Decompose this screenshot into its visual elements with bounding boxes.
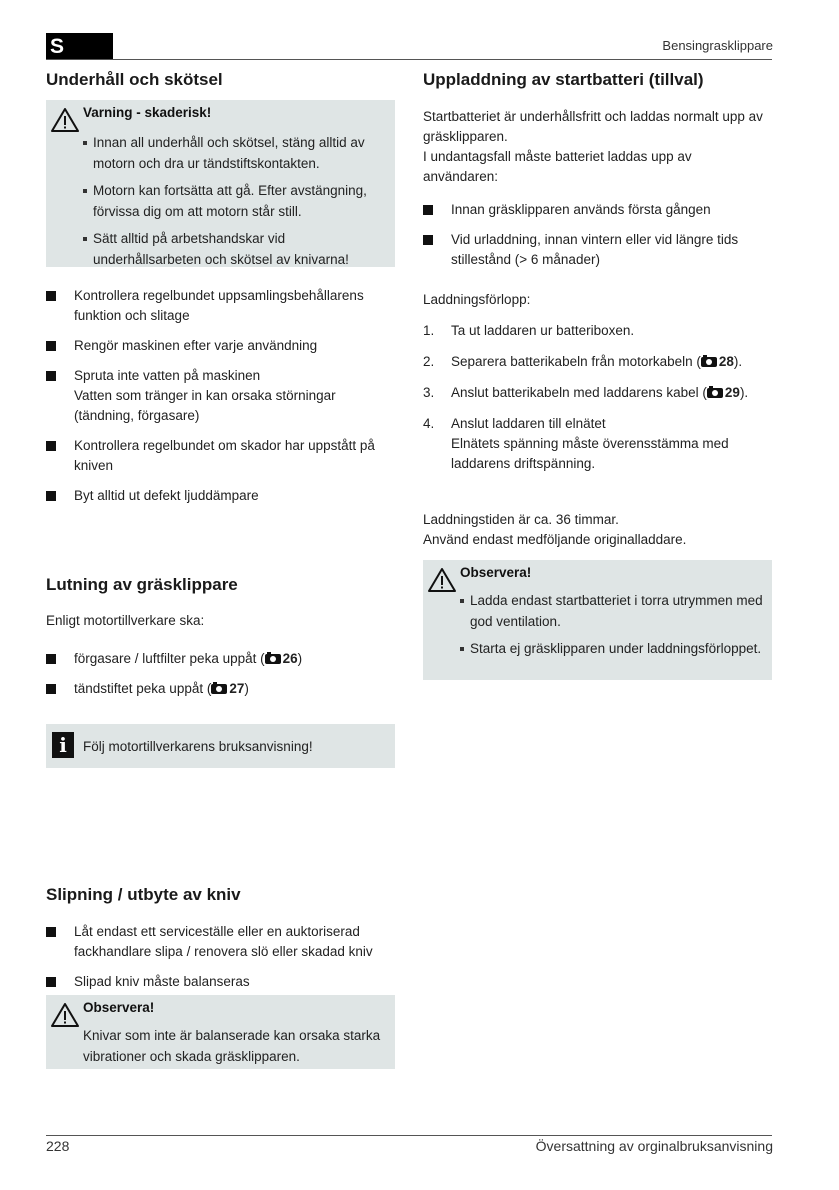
bullet-icon (83, 141, 87, 145)
slope-intro: Enligt motortillverkare ska: (46, 613, 205, 628)
slope-list (46, 649, 391, 709)
info-box (46, 724, 395, 768)
camera-icon (701, 357, 717, 367)
figure-ref[interactable]: 28 (701, 354, 734, 369)
list-item: Spruta inte vatten på maskinen Vatten som tränger in kan orsaka störningar (tändning, förgasare) (46, 366, 391, 426)
warning-box (46, 100, 395, 267)
square-bullet-icon (46, 491, 56, 501)
square-bullet-icon (46, 654, 56, 664)
figure-ref[interactable]: 27 (211, 681, 244, 696)
heading-slope: Lutning av gräsklippare (46, 575, 238, 594)
camera-icon (707, 388, 723, 398)
list-item: Byt alltid ut defekt ljuddämpare (46, 486, 391, 506)
notice-box-sharpening (46, 995, 395, 1069)
square-bullet-icon (46, 684, 56, 694)
charging-intro: Startbatteriet är underhållsfritt och laddas normalt upp av gräsklipparen. I undantagsfall måste batteriet laddas upp av användaren: (423, 109, 763, 184)
camera-icon (265, 654, 281, 664)
charging-duration: Laddningstiden är ca. 36 timmar. Använd endast medföljande originalladdare. (423, 512, 687, 547)
square-bullet-icon (423, 235, 433, 245)
bullet-icon (83, 189, 87, 193)
notice-item: Starta ej gräsklipparen under laddningsförloppet. (460, 638, 765, 659)
warning-item: Innan all underhåll och skötsel, stäng alltid av motorn och dra ur tändstiftskontakten. (83, 132, 388, 174)
bullet-icon (460, 647, 464, 651)
notice-list (460, 590, 765, 665)
step-item: 3. Anslut batterikabeln med laddarens kabel ( 29). (423, 385, 749, 400)
list-item: Slipad kniv måste balanseras (46, 972, 391, 992)
square-bullet-icon (46, 927, 56, 937)
footer-divider (46, 1135, 772, 1136)
page-number: 228 (46, 1138, 70, 1154)
heading-sharpening: Slipning / utbyte av kniv (46, 885, 241, 904)
warning-title: Varning - skaderisk! (83, 105, 212, 120)
info-text: Följ motortillverkarens bruksanvisning! (83, 739, 313, 754)
step-item: 4. Anslut laddaren till elnätet Elnätets spänning måste överensstämma med laddarens driftspänning. (423, 416, 729, 471)
square-bullet-icon (46, 291, 56, 301)
heading-maintenance: Underhåll och skötsel (46, 70, 223, 89)
camera-icon (211, 684, 227, 694)
square-bullet-icon (46, 371, 56, 381)
list-item: Kontrollera regelbundet uppsamlingsbehållarens funktion och slitage (46, 286, 391, 326)
bullet-icon (83, 237, 87, 241)
notice-text: Knivar som inte är balanserade kan orsaka starka vibrationer och skada gräsklipparen. (83, 1028, 381, 1064)
list-item: Kontrollera regelbundet om skador har uppstått på kniven (46, 436, 391, 476)
step-item: 1. Ta ut laddaren ur batteriboxen. (423, 323, 635, 338)
list-item: förgasare / luftfilter peka uppåt ( 26) (46, 649, 391, 669)
sharpening-list (46, 922, 391, 1002)
language-tag: S (46, 33, 113, 60)
notice-title: Observera! (460, 565, 532, 580)
header-divider (46, 59, 772, 60)
warning-triangle-icon (50, 1002, 80, 1028)
warning-triangle-icon (50, 107, 80, 133)
heading-charging: Uppladdning av startbatteri (tillval) (423, 70, 704, 89)
bullet-icon (460, 599, 464, 603)
charging-conditions-list (423, 200, 768, 280)
warning-item: Motorn kan fortsätta att gå. Efter avstängning, förvissa dig om att motorn står still. (83, 180, 388, 222)
list-item: Låt endast ett serviceställe eller en auktoriserad fackhandlare slipa / renovera slö eller skadad kniv (46, 922, 391, 962)
charging-steps (423, 321, 768, 485)
figure-ref[interactable]: 26 (265, 651, 298, 666)
square-bullet-icon (46, 441, 56, 451)
notice-box-charging (423, 560, 772, 680)
square-bullet-icon (423, 205, 433, 215)
header-title: Bensingrasklippare (662, 38, 773, 53)
footer-title: Översattning av orginalbruksanvisning (535, 1138, 773, 1154)
warning-list (83, 132, 388, 276)
list-item: Rengör maskinen efter varje användning (46, 336, 391, 356)
list-item: Vid urladdning, innan vintern eller vid längre tids stillestånd (> 6 månader) (423, 230, 768, 270)
info-icon: i (52, 732, 74, 758)
square-bullet-icon (46, 341, 56, 351)
notice-item: Ladda endast startbatteriet i torra utrymmen med god ventilation. (460, 590, 765, 632)
square-bullet-icon (46, 977, 56, 987)
warning-triangle-icon (427, 567, 457, 593)
notice-title: Observera! (83, 1000, 155, 1015)
figure-ref[interactable]: 29 (707, 385, 740, 400)
warning-item: Sätt alltid på arbetshandskar vid underhållsarbeten och skötsel av knivarna! (83, 228, 388, 270)
maintenance-list (46, 286, 391, 516)
list-item: tändstiftet peka uppåt ( 27) (46, 679, 391, 699)
list-item: Innan gräsklipparen används första gången (423, 200, 768, 220)
step-item: 2. Separera batterikabeln från motorkabeln ( 28). (423, 354, 743, 369)
charging-process-label: Laddningsförlopp: (423, 292, 531, 307)
